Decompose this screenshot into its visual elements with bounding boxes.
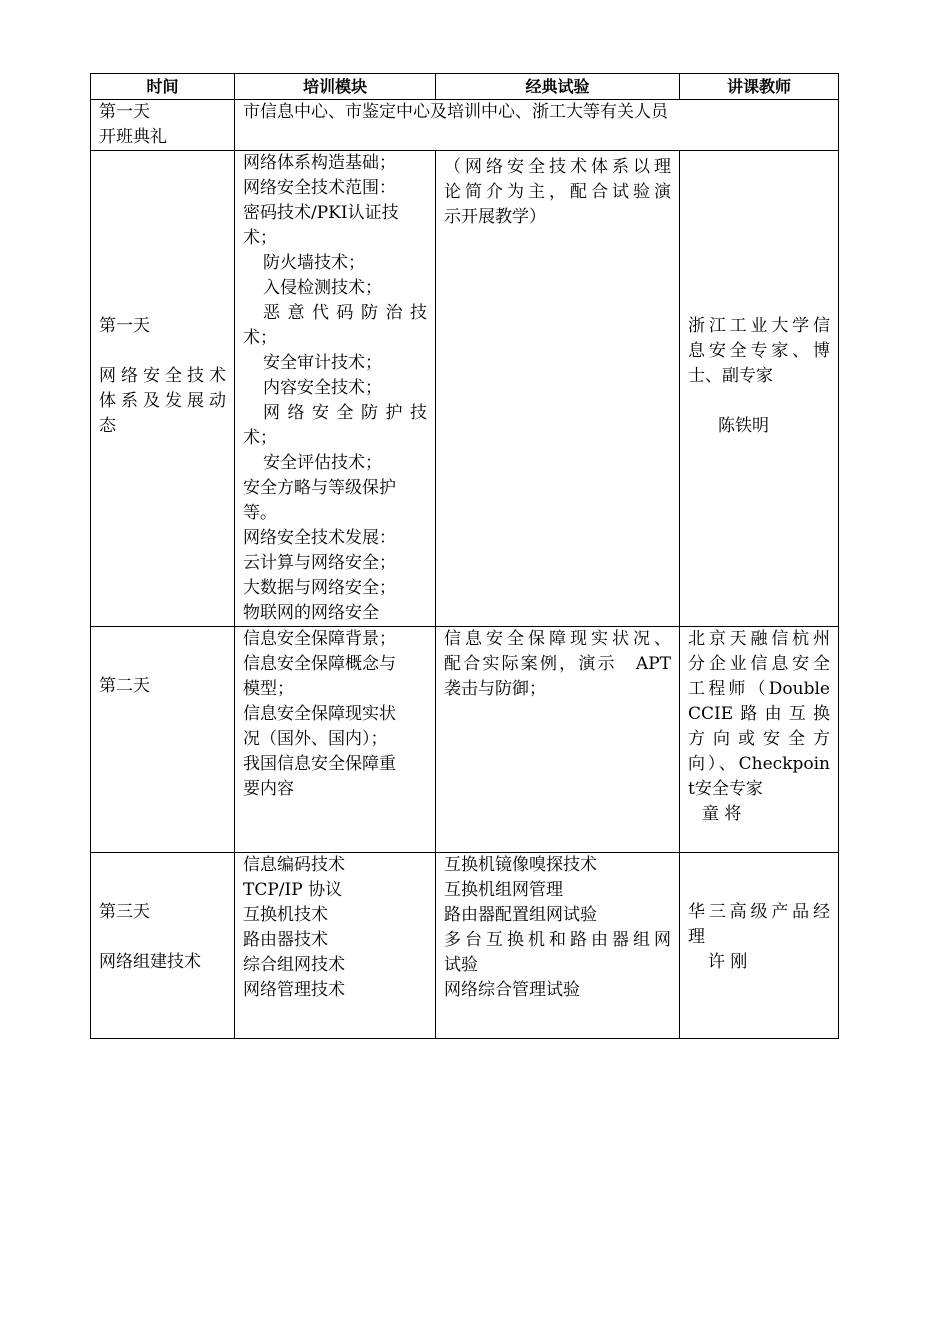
experiment-text: （网络安全技术体系以理 <box>444 157 671 177</box>
time-cell <box>91 151 235 627</box>
module-item: 安全审计技术； <box>263 353 382 373</box>
session-title-line: 网络安全技术 <box>99 365 226 386</box>
header-module: 培训模块 <box>235 74 436 100</box>
module-item: 我国信息安全保障重 <box>243 754 396 774</box>
teacher-bio: CCIE路由互换 <box>688 704 830 724</box>
participants-text: 市信息中心、市鉴定中心及培训中心、浙工大等有关人员 <box>243 102 668 122</box>
teacher-bio: 分企业信息安全 <box>688 654 830 674</box>
teacher-cell <box>680 853 839 1039</box>
module-item: 况（国外、国内）； <box>243 729 388 749</box>
module-item: 物联网的网络安全 <box>243 603 379 623</box>
teacher-bio: 方向或安全方 <box>688 729 830 749</box>
teacher-bio: 北京天融信杭州 <box>688 629 830 649</box>
module-item: 网络安全技术发展： <box>243 528 396 548</box>
training-schedule-table <box>90 73 839 1039</box>
teacher-bio: 理 <box>688 927 705 947</box>
header-row <box>91 74 839 100</box>
teacher-bio: t安全专家 <box>688 779 763 799</box>
module-item: 云计算与网络安全； <box>243 553 396 573</box>
teacher-cell <box>680 627 839 853</box>
experiment-text: 试验 <box>444 955 478 975</box>
teacher-bio: 浙江工业大学信 <box>688 315 830 336</box>
module-item: 内容安全技术； <box>263 378 382 398</box>
experiment-text: 论简介为主，配合试验演 <box>444 182 671 202</box>
time-cell <box>91 853 235 1039</box>
module-item: 术； <box>243 328 277 348</box>
experiment-cell <box>436 151 680 627</box>
day-label: 第一天 <box>99 315 150 336</box>
module-item: 信息安全保障背景； <box>243 629 396 649</box>
experiment-text: 路由器配置组网试验 <box>444 905 597 925</box>
experiment-text: 配合实际案例，演示 APT <box>444 654 671 674</box>
experiment-cell <box>436 627 680 853</box>
session-title: 网络组建技术 <box>99 952 201 972</box>
participants-cell <box>235 100 839 151</box>
table-row-day3 <box>91 853 839 1039</box>
module-item: 网络体系构造基础； <box>243 153 396 173</box>
module-cell <box>235 853 436 1039</box>
header-teacher: 讲课教师 <box>680 74 839 100</box>
session-title: 开班典礼 <box>99 127 167 147</box>
experiment-text: 袭击与防御； <box>444 679 546 699</box>
day-label: 第一天 <box>99 102 150 122</box>
module-item: 路由器技术 <box>243 930 328 950</box>
teacher-bio: 华三高级产品经 <box>688 902 830 922</box>
experiment-cell <box>436 853 680 1039</box>
session-title-line: 体系及发展动 <box>99 390 226 411</box>
module-item: 术； <box>243 228 277 248</box>
header-time: 时间 <box>91 74 235 100</box>
day-label: 第三天 <box>99 902 150 922</box>
experiment-text: 互换机镜像嗅探技术 <box>444 855 597 875</box>
experiment-text: 网络综合管理试验 <box>444 980 580 1000</box>
header-experiment: 经典试验 <box>436 74 680 100</box>
day-label: 第二天 <box>99 676 150 696</box>
experiment-text: 多台互换机和路由器组网 <box>444 930 671 950</box>
module-item: 等。 <box>243 503 277 523</box>
teacher-bio: 息安全专家、博 <box>688 340 830 361</box>
module-item: 综合组网技术 <box>243 955 345 975</box>
table-row-day2 <box>91 627 839 853</box>
module-item: 安全方略与等级保护 <box>243 478 396 498</box>
teacher-bio: 向）、Checkpoin <box>688 754 830 774</box>
teacher-cell <box>680 151 839 627</box>
teacher-name: 童 将 <box>702 804 742 824</box>
module-item: 大数据与网络安全； <box>243 578 396 598</box>
module-item: 网络安全技术范围： <box>243 178 396 198</box>
time-cell <box>91 100 235 151</box>
module-item: 入侵检测技术； <box>263 278 382 298</box>
experiment-text: 互换机组网管理 <box>444 880 563 900</box>
module-item: 要内容 <box>243 779 294 799</box>
module-item: 网络管理技术 <box>243 980 345 1000</box>
module-item: 恶意代码防治技 <box>263 303 427 323</box>
table-row-day1 <box>91 151 839 627</box>
module-item: TCP/IP 协议 <box>243 880 343 900</box>
time-cell <box>91 627 235 853</box>
module-item: 网络安全防护技 <box>263 403 427 423</box>
session-title-line: 态 <box>99 415 116 436</box>
table-row-opening <box>91 100 839 151</box>
module-cell <box>235 151 436 627</box>
module-item: 信息编码技术 <box>243 855 345 875</box>
module-item: 密码技术/PKI认证技 <box>243 203 399 223</box>
module-item: 互换机技术 <box>243 905 328 925</box>
module-item: 模型； <box>243 679 294 699</box>
teacher-bio: 士、副专家 <box>688 365 773 386</box>
module-item: 安全评估技术； <box>263 453 382 473</box>
teacher-bio: 工程师（Double <box>688 679 830 699</box>
module-item: 信息安全保障概念与 <box>243 654 396 674</box>
module-item: 信息安全保障现实状 <box>243 704 396 724</box>
experiment-text: 信息安全保障现实状况、 <box>444 629 671 649</box>
teacher-name: 陈铁明 <box>718 415 769 436</box>
experiment-text: 示开展教学） <box>444 207 546 227</box>
teacher-name: 许 刚 <box>708 952 748 972</box>
module-cell <box>235 627 436 853</box>
module-item: 术； <box>243 428 277 448</box>
module-item: 防火墙技术； <box>263 253 365 273</box>
